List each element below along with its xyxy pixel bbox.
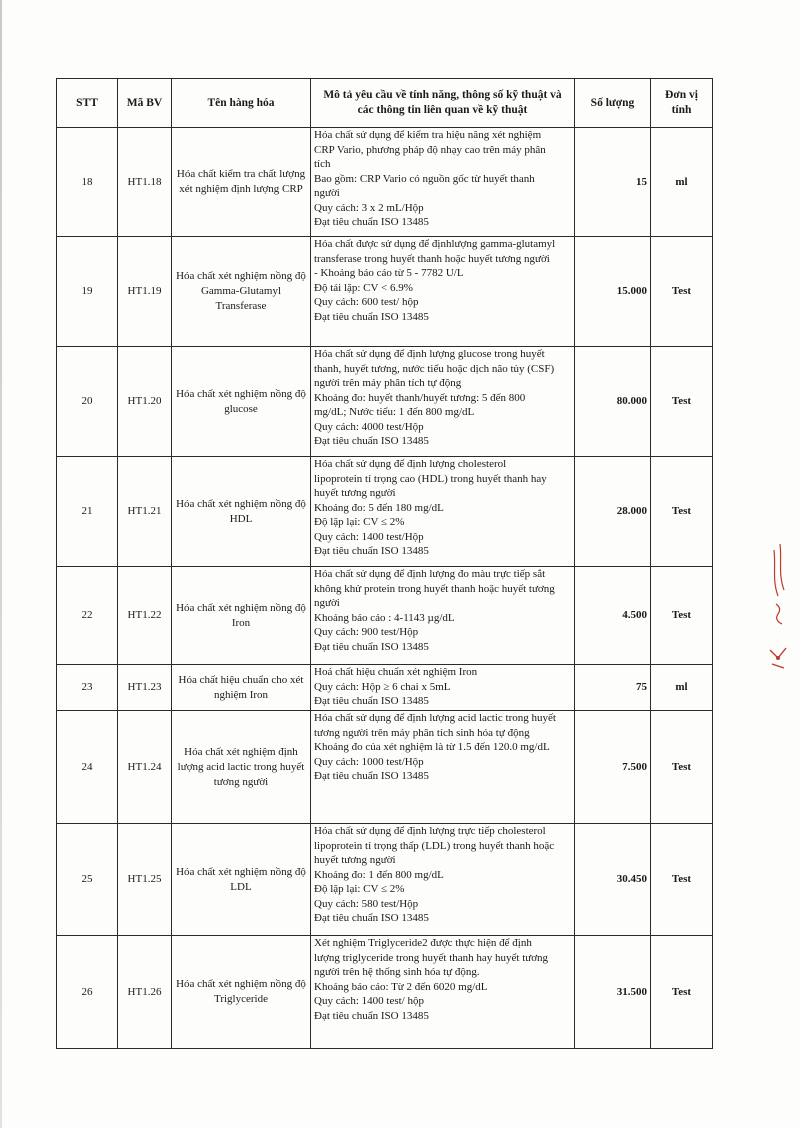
- row-code: HT1.21: [118, 457, 172, 567]
- row-unit: Test: [651, 711, 713, 824]
- description-line: Đạt tiêu chuẩn ISO 13485: [314, 695, 429, 707]
- table-row: [57, 128, 713, 237]
- row-code: HT1.26: [118, 936, 172, 1049]
- header-stt: STT: [57, 79, 118, 128]
- row-name: Hóa chất xét nghiệm nồng độ Iron: [172, 567, 311, 665]
- specification-table: [56, 78, 713, 1049]
- row-unit: ml: [651, 665, 713, 711]
- description-line: Khoảng báo cáo: Từ 2 đến 6020 mg/dL: [314, 980, 488, 993]
- description-line: transferase trong huyết thanh hoặc huyết tương người: [314, 252, 550, 265]
- row-code: HT1.18: [118, 128, 172, 237]
- description-line: Đạt tiêu chuẩn ISO 13485: [314, 310, 429, 323]
- description-line: Hoá chất hiệu chuẩn xét nghiệm Iron: [314, 666, 478, 678]
- header-quantity: Số lượng: [575, 79, 651, 128]
- description-line: Hóa chất sử dụng để kiểm tra hiệu năng xét nghiệm: [314, 129, 542, 141]
- description-line: Độ lặp lại: CV ≤ 2%: [314, 883, 405, 895]
- description-line: CRP Vario, phương pháp độ nhạy cao trên máy phân: [314, 143, 546, 156]
- row-name: Hóa chất hiệu chuẩn cho xét nghiệm Iron: [172, 665, 311, 711]
- description-line: Hóa chất sử dụng để định lượng acid lactic trong huyết: [314, 712, 556, 724]
- margin-stamp-mark: [760, 540, 796, 690]
- row-unit: Test: [651, 457, 713, 567]
- row-stt: 22: [57, 567, 118, 665]
- table-row: [57, 711, 713, 824]
- table-row: [57, 824, 713, 936]
- row-stt: 23: [57, 665, 118, 711]
- description-line: người: [314, 187, 340, 199]
- description-line: Đạt tiêu chuẩn ISO 13485: [314, 770, 429, 782]
- description-line: lipoprotein tỉ trọng cao (HDL) trong huyết thanh hay: [314, 472, 547, 485]
- header-code: Mã BV: [118, 79, 172, 128]
- description-line: Quy cách: 1400 test/Hộp: [314, 530, 424, 543]
- row-unit: Test: [651, 824, 713, 936]
- row-unit: Test: [651, 237, 713, 347]
- description-line: thanh, huyết tương, nước tiểu hoặc dịch não tủy (CSF): [314, 362, 555, 375]
- description-line: Bao gồm: CRP Vario có nguồn gốc từ huyết thanh: [314, 172, 535, 185]
- row-code: HT1.19: [118, 237, 172, 347]
- description-line: lượng triglyceride trong huyết thanh hay huyết tương: [314, 951, 549, 964]
- table-row: [57, 567, 713, 665]
- row-stt: 18: [57, 128, 118, 237]
- table-row: [57, 665, 713, 711]
- description-line: người trên máy phân tích tự động: [314, 377, 462, 389]
- page-edge: [0, 0, 2, 1128]
- row-description: [311, 567, 575, 665]
- row-name: Hóa chất xét nghiệm nồng độ LDL: [172, 824, 311, 936]
- description-line: Đạt tiêu chuẩn ISO 13485: [314, 912, 429, 924]
- row-unit: Test: [651, 347, 713, 457]
- row-description: [311, 457, 575, 567]
- row-stt: 25: [57, 824, 118, 936]
- description-line: Đạt tiêu chuẩn ISO 13485: [314, 545, 429, 557]
- header-unit: Đơn vị tính: [651, 79, 713, 128]
- row-description: [311, 824, 575, 936]
- description-line: Đạt tiêu chuẩn ISO 13485: [314, 1009, 429, 1022]
- row-name: Hóa chất xét nghiệm định lượng acid lactic trong huyết tương người: [172, 711, 311, 824]
- description-line: Đạt tiêu chuẩn ISO 13485: [314, 435, 429, 447]
- row-code: HT1.24: [118, 711, 172, 824]
- description-line: - Khoảng báo cáo từ 5 - 7782 U/L: [314, 267, 464, 279]
- description-line: Đạt tiêu chuẩn ISO 13485: [314, 640, 429, 653]
- header-description: Mô tả yêu cầu về tính năng, thông số kỹ thuật và các thông tin liên quan về kỹ thuật: [311, 79, 575, 128]
- row-description: [311, 665, 575, 711]
- description-line: Quy cách: 900 test/Hộp: [314, 626, 419, 638]
- description-line: Hóa chất sử dụng để định lượng đo màu trực tiếp sắt: [314, 568, 546, 580]
- description-line: tích: [314, 158, 331, 170]
- row-quantity: 80.000: [575, 347, 651, 457]
- description-line: lipoprotein tỉ trọng thấp (LDL) trong huyết thanh hoặc: [314, 839, 555, 852]
- row-stt: 19: [57, 237, 118, 347]
- row-quantity: 15.000: [575, 237, 651, 347]
- row-unit: Test: [651, 567, 713, 665]
- row-quantity: 30.450: [575, 824, 651, 936]
- description-line: Hóa chất sử dụng để định lượng trực tiếp cholesterol: [314, 825, 546, 837]
- description-line: người trên hệ thống sinh hóa tự động.: [314, 966, 480, 978]
- row-name: Hóa chất xét nghiệm nồng độ glucose: [172, 347, 311, 457]
- row-description: [311, 711, 575, 824]
- description-line: Quy cách: 600 test/ hộp: [314, 296, 419, 308]
- description-line: Khoảng báo cáo : 4-1143 µg/dL: [314, 611, 455, 624]
- description-line: mg/dL; Nước tiểu: 1 đến 800 mg/dL: [314, 406, 475, 418]
- row-quantity: 31.500: [575, 936, 651, 1049]
- row-description: [311, 936, 575, 1049]
- description-line: Quy cách: 1000 test/Hộp: [314, 755, 424, 768]
- description-line: Quy cách: 4000 test/Hộp: [314, 420, 424, 433]
- table-row: [57, 347, 713, 457]
- row-code: HT1.23: [118, 665, 172, 711]
- row-stt: 24: [57, 711, 118, 824]
- description-line: Độ lặp lại: CV ≤ 2%: [314, 516, 405, 528]
- table-row: [57, 237, 713, 347]
- description-line: huyết tương người: [314, 854, 396, 866]
- description-line: Xét nghiệm Triglyceride2 được thực hiện để định: [314, 937, 532, 949]
- header-name: Tên hàng hóa: [172, 79, 311, 128]
- row-quantity: 75: [575, 665, 651, 711]
- description-line: Quy cách: 3 x 2 mL/Hộp: [314, 201, 424, 214]
- row-description: [311, 128, 575, 237]
- row-code: HT1.20: [118, 347, 172, 457]
- description-line: không khử protein trong huyết thanh hoặc huyết tương: [314, 582, 555, 595]
- row-name: Hóa chất xét nghiệm nồng độ Triglyceride: [172, 936, 311, 1049]
- row-name: Hóa chất xét nghiệm nồng độ Gamma-Glutamyl Transferase: [172, 237, 311, 347]
- row-code: HT1.25: [118, 824, 172, 936]
- row-description: [311, 347, 575, 457]
- header-row: [57, 79, 713, 128]
- description-line: Đạt tiêu chuẩn ISO 13485: [314, 216, 429, 228]
- description-line: Khoảng đo của xét nghiệm là từ 1.5 đến 120.0 mg/dL: [314, 741, 550, 753]
- description-line: Khoảng đo: huyết thanh/huyết tương: 5 đến 800: [314, 391, 526, 404]
- table-row: [57, 936, 713, 1049]
- description-line: Khoảng đo: 1 đến 800 mg/dL: [314, 868, 444, 881]
- row-name: Hóa chất xét nghiệm nồng độ HDL: [172, 457, 311, 567]
- row-quantity: 28.000: [575, 457, 651, 567]
- description-line: Khoảng đo: 5 đến 180 mg/dL: [314, 501, 444, 514]
- description-line: Hóa chất sử dụng để định lượng glucose trong huyết: [314, 348, 545, 360]
- description-line: Hóa chất sử dụng để định lượng cholesterol: [314, 458, 507, 470]
- row-stt: 21: [57, 457, 118, 567]
- description-line: Hóa chất được sử dụng để địnhlượng gamma-glutamyl: [314, 238, 556, 250]
- row-name: Hóa chất kiểm tra chất lượng xét nghiệm định lượng CRP: [172, 128, 311, 237]
- row-stt: 20: [57, 347, 118, 457]
- row-description: [311, 237, 575, 347]
- description-line: huyết tương người: [314, 487, 396, 499]
- row-quantity: 4.500: [575, 567, 651, 665]
- row-unit: Test: [651, 936, 713, 1049]
- description-line: người: [314, 597, 340, 609]
- table-row: [57, 457, 713, 567]
- row-quantity: 15: [575, 128, 651, 237]
- description-line: Quy cách: 1400 test/ hộp: [314, 995, 424, 1007]
- row-quantity: 7.500: [575, 711, 651, 824]
- row-unit: ml: [651, 128, 713, 237]
- description-line: Quy cách: Hộp ≥ 6 chai x 5mL: [314, 680, 451, 693]
- description-line: Độ tái lặp: CV < 6.9%: [314, 281, 413, 294]
- row-code: HT1.22: [118, 567, 172, 665]
- row-stt: 26: [57, 936, 118, 1049]
- description-line: Quy cách: 580 test/Hộp: [314, 897, 419, 910]
- description-line: tương người trên máy phân tích sinh hóa tự động: [314, 726, 530, 739]
